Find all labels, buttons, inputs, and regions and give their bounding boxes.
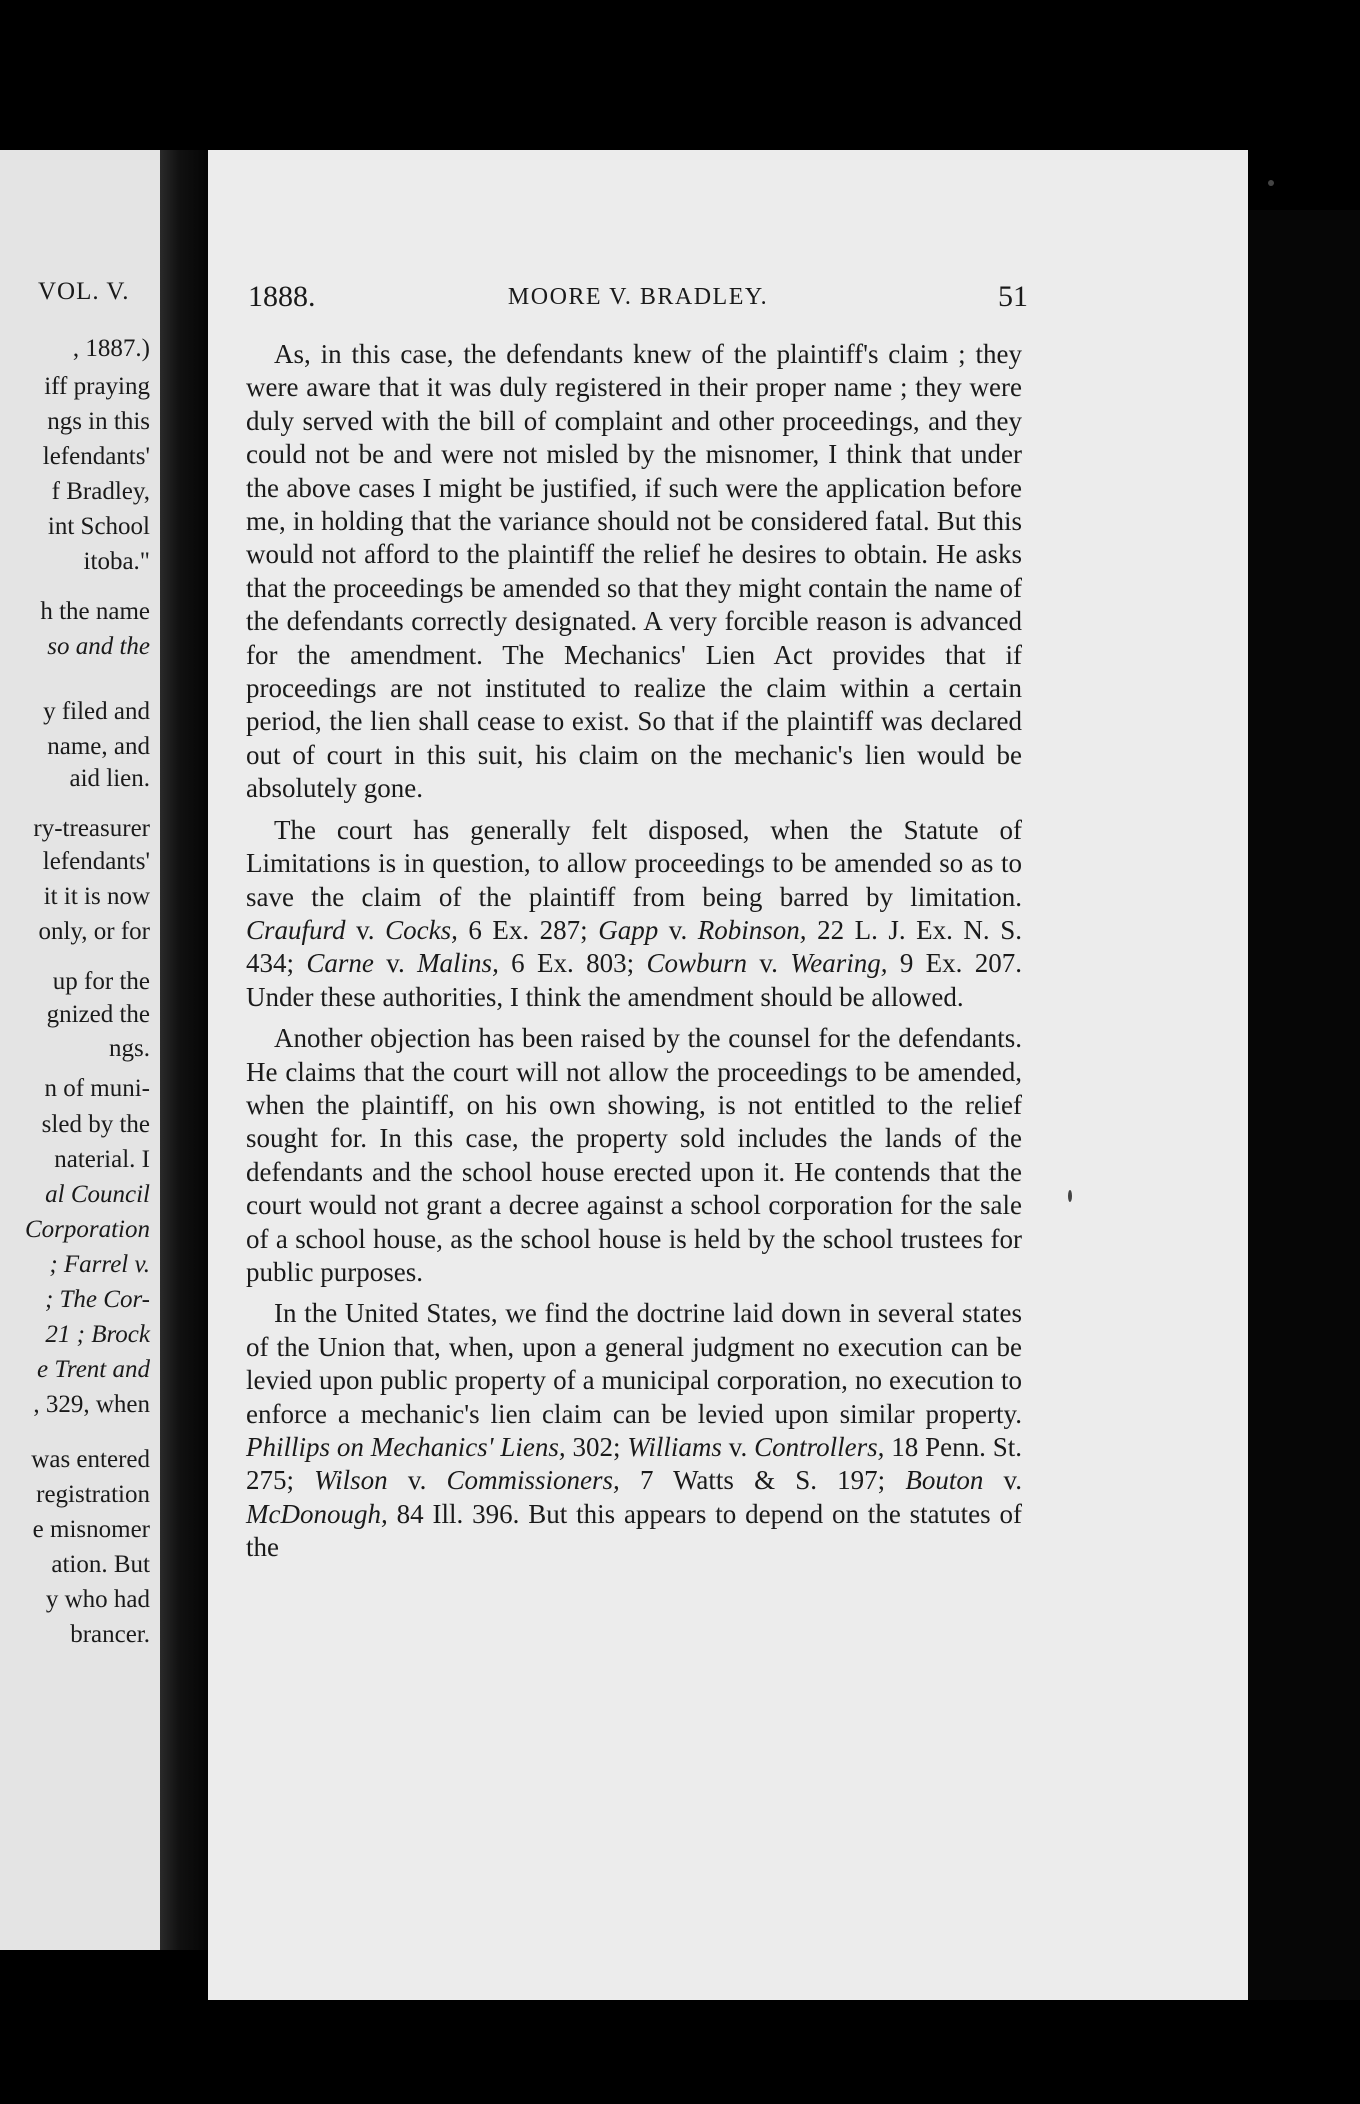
body-text [246, 338, 1022, 1573]
header-year: 1888. [248, 280, 316, 313]
case-name: Wilson [314, 1465, 388, 1496]
p2-intro: The court has generally felt disposed, when the Statute of Limitations is in question, to allow proceedings to be amended so as to save the claim of the plaintiff from being barred by limitation. [246, 814, 1022, 912]
citation: 302; [565, 1432, 628, 1462]
left-page-line: iff praying [44, 373, 150, 400]
left-page-header: VOL. V. [38, 278, 130, 305]
left-page-line: y filed and [43, 698, 150, 725]
book-gutter [160, 150, 208, 1950]
case-name: Robinson, [697, 914, 807, 945]
left-page-line: al Council [45, 1181, 150, 1208]
citation: 9 Ex. 207. [887, 948, 1023, 979]
left-page-line: 21 ; Brock [45, 1321, 150, 1348]
left-page-line: ; The Cor- [44, 1286, 150, 1313]
case-sep: v. [721, 1432, 755, 1462]
citation: 84 Ill. 396. [387, 1498, 520, 1529]
left-page-line: Corporation [24, 1216, 150, 1243]
left-page-line: ation. But [51, 1551, 150, 1578]
left-page-line: name, and [47, 733, 150, 760]
paragraph-3: Another objection has been raised by the counsel for the defendants. He claims that the court will not allow the proceedings to be amended, when the plaintiff, on his own showing, is not entitled to the relief sought for. In this case, the property sold includes the lands of the defendants and the school house erected upon it. He contends that the court would not grant a decree against a school corporation for the sale of a school house, as the school house is held by the school trustees for public purposes. [246, 1023, 1022, 1287]
case-sep: v. [983, 1465, 1022, 1496]
left-page-line: int School [47, 513, 150, 540]
citation: 22 L. J. Ex. N. S. 434; [246, 914, 1022, 979]
left-page-line: y who had [45, 1586, 150, 1613]
case-name: Bouton [905, 1465, 984, 1496]
left-page-line: e Trent and [37, 1356, 150, 1383]
citation: 6 Ex. 287; [457, 914, 599, 945]
case-sep: v. [387, 1465, 447, 1496]
p2-end: Under these authorities, I think the amendment should be allowed. [246, 981, 964, 1012]
case-sep: v. [345, 914, 386, 945]
ink-speck [1068, 1190, 1072, 1202]
citation: 7 Watts & S. 197; [619, 1465, 906, 1496]
left-page-line: only, or for [38, 918, 150, 945]
left-page-line: ; Farrel v. [49, 1251, 150, 1278]
citation: 18 Penn. St. 275; [246, 1432, 1022, 1496]
case-sep: v. [373, 948, 418, 979]
ink-speck [1268, 180, 1274, 186]
left-page-line: sled by the [41, 1111, 150, 1138]
paragraph-4 [246, 1297, 1022, 1564]
left-page-line: ry-treasurer [33, 815, 150, 842]
left-page-line: up for the [52, 968, 150, 995]
p4-end: But this appears to depend on the statutes of the [246, 1498, 1023, 1563]
left-page-line: , 1887.) [72, 335, 150, 362]
case-name: Wearing, [790, 948, 888, 979]
left-page-line: so and the [47, 633, 150, 660]
case-name: Commissioners, [446, 1465, 620, 1496]
case-name: Craufurd [246, 914, 346, 945]
left-page-line: f Bradley, [51, 478, 150, 505]
left-page-fragment [0, 150, 160, 1950]
left-page-line: n of muni- [44, 1075, 150, 1102]
p4-intro: In the United States, we find the doctrine laid down in several states of the Union that, when, upon a general judgment no execution can be levied upon public property of a municipal corporation, no execution to enforce a mechanic's lien claim can be levied upon similar property. [246, 1298, 1022, 1429]
main-page [208, 150, 1248, 2000]
running-title: MOORE V. BRADLEY. [507, 284, 769, 310]
left-page-line: h the name [40, 598, 150, 625]
case-sep: v. [747, 948, 791, 979]
case-name: Phillips on Mechanics' Liens, [246, 1432, 566, 1462]
left-page-line: aid lien. [69, 765, 150, 792]
left-page-line: itoba." [83, 548, 150, 575]
left-page-line: was entered [31, 1446, 150, 1473]
page-edge-shadow [1248, 210, 1360, 2000]
case-name: Controllers, [754, 1432, 885, 1462]
left-page-line: it it is now [43, 883, 150, 910]
case-name: McDonough, [246, 1498, 388, 1529]
left-page-line: ngs in this [47, 408, 150, 435]
case-name: Cocks, [385, 914, 458, 945]
case-sep: v. [658, 914, 698, 945]
left-page-line: lefendants' [42, 848, 150, 875]
paragraph-2 [246, 814, 1022, 1014]
left-page-line: e misnomer [32, 1516, 150, 1543]
left-page-line: lefendants' [42, 443, 150, 470]
left-page-line: brancer. [70, 1621, 150, 1648]
paragraph-1: As, in this case, the defendants knew of the plaintiff's claim ; they were aware that it was duly registered in their proper name ; they were duly served with the bill of complaint and other proceedings, and they could not be and were not misled by the misnomer, I think that under the above cases I might be justified, if such were the application before me, in holding that the variance should not be considered fatal. But this would not afford to the plaintiff the relief he desires to obtain. He asks that the proceedings be amended so that they might contain the name of the defendants correctly designated. A very forcible reason is advanced for the amendment. The Mechanics' Lien Act provides that if proceedings are not instituted to realize the claim within a certain period, the lien shall cease to exist. So that if the plaintiff was declared out of court in this suit, his claim on the mechanic's lien would be absolutely gone. [246, 339, 1022, 804]
case-name: Carne [306, 948, 374, 979]
case-name: Malins, [417, 948, 499, 979]
left-page-line: registration [36, 1481, 150, 1508]
case-name: Cowburn [646, 948, 747, 979]
left-page-line: ngs. [109, 1035, 150, 1062]
page-number: 51 [998, 280, 1028, 313]
case-name: Gapp [598, 914, 659, 945]
page-header [248, 280, 1028, 320]
case-name: Williams [627, 1432, 722, 1462]
left-page-line: gnized the [46, 1001, 150, 1028]
left-page-line: , 329, when [33, 1391, 150, 1418]
left-page-line: naterial. I [54, 1146, 150, 1173]
citation: 6 Ex. 803; [498, 948, 647, 979]
